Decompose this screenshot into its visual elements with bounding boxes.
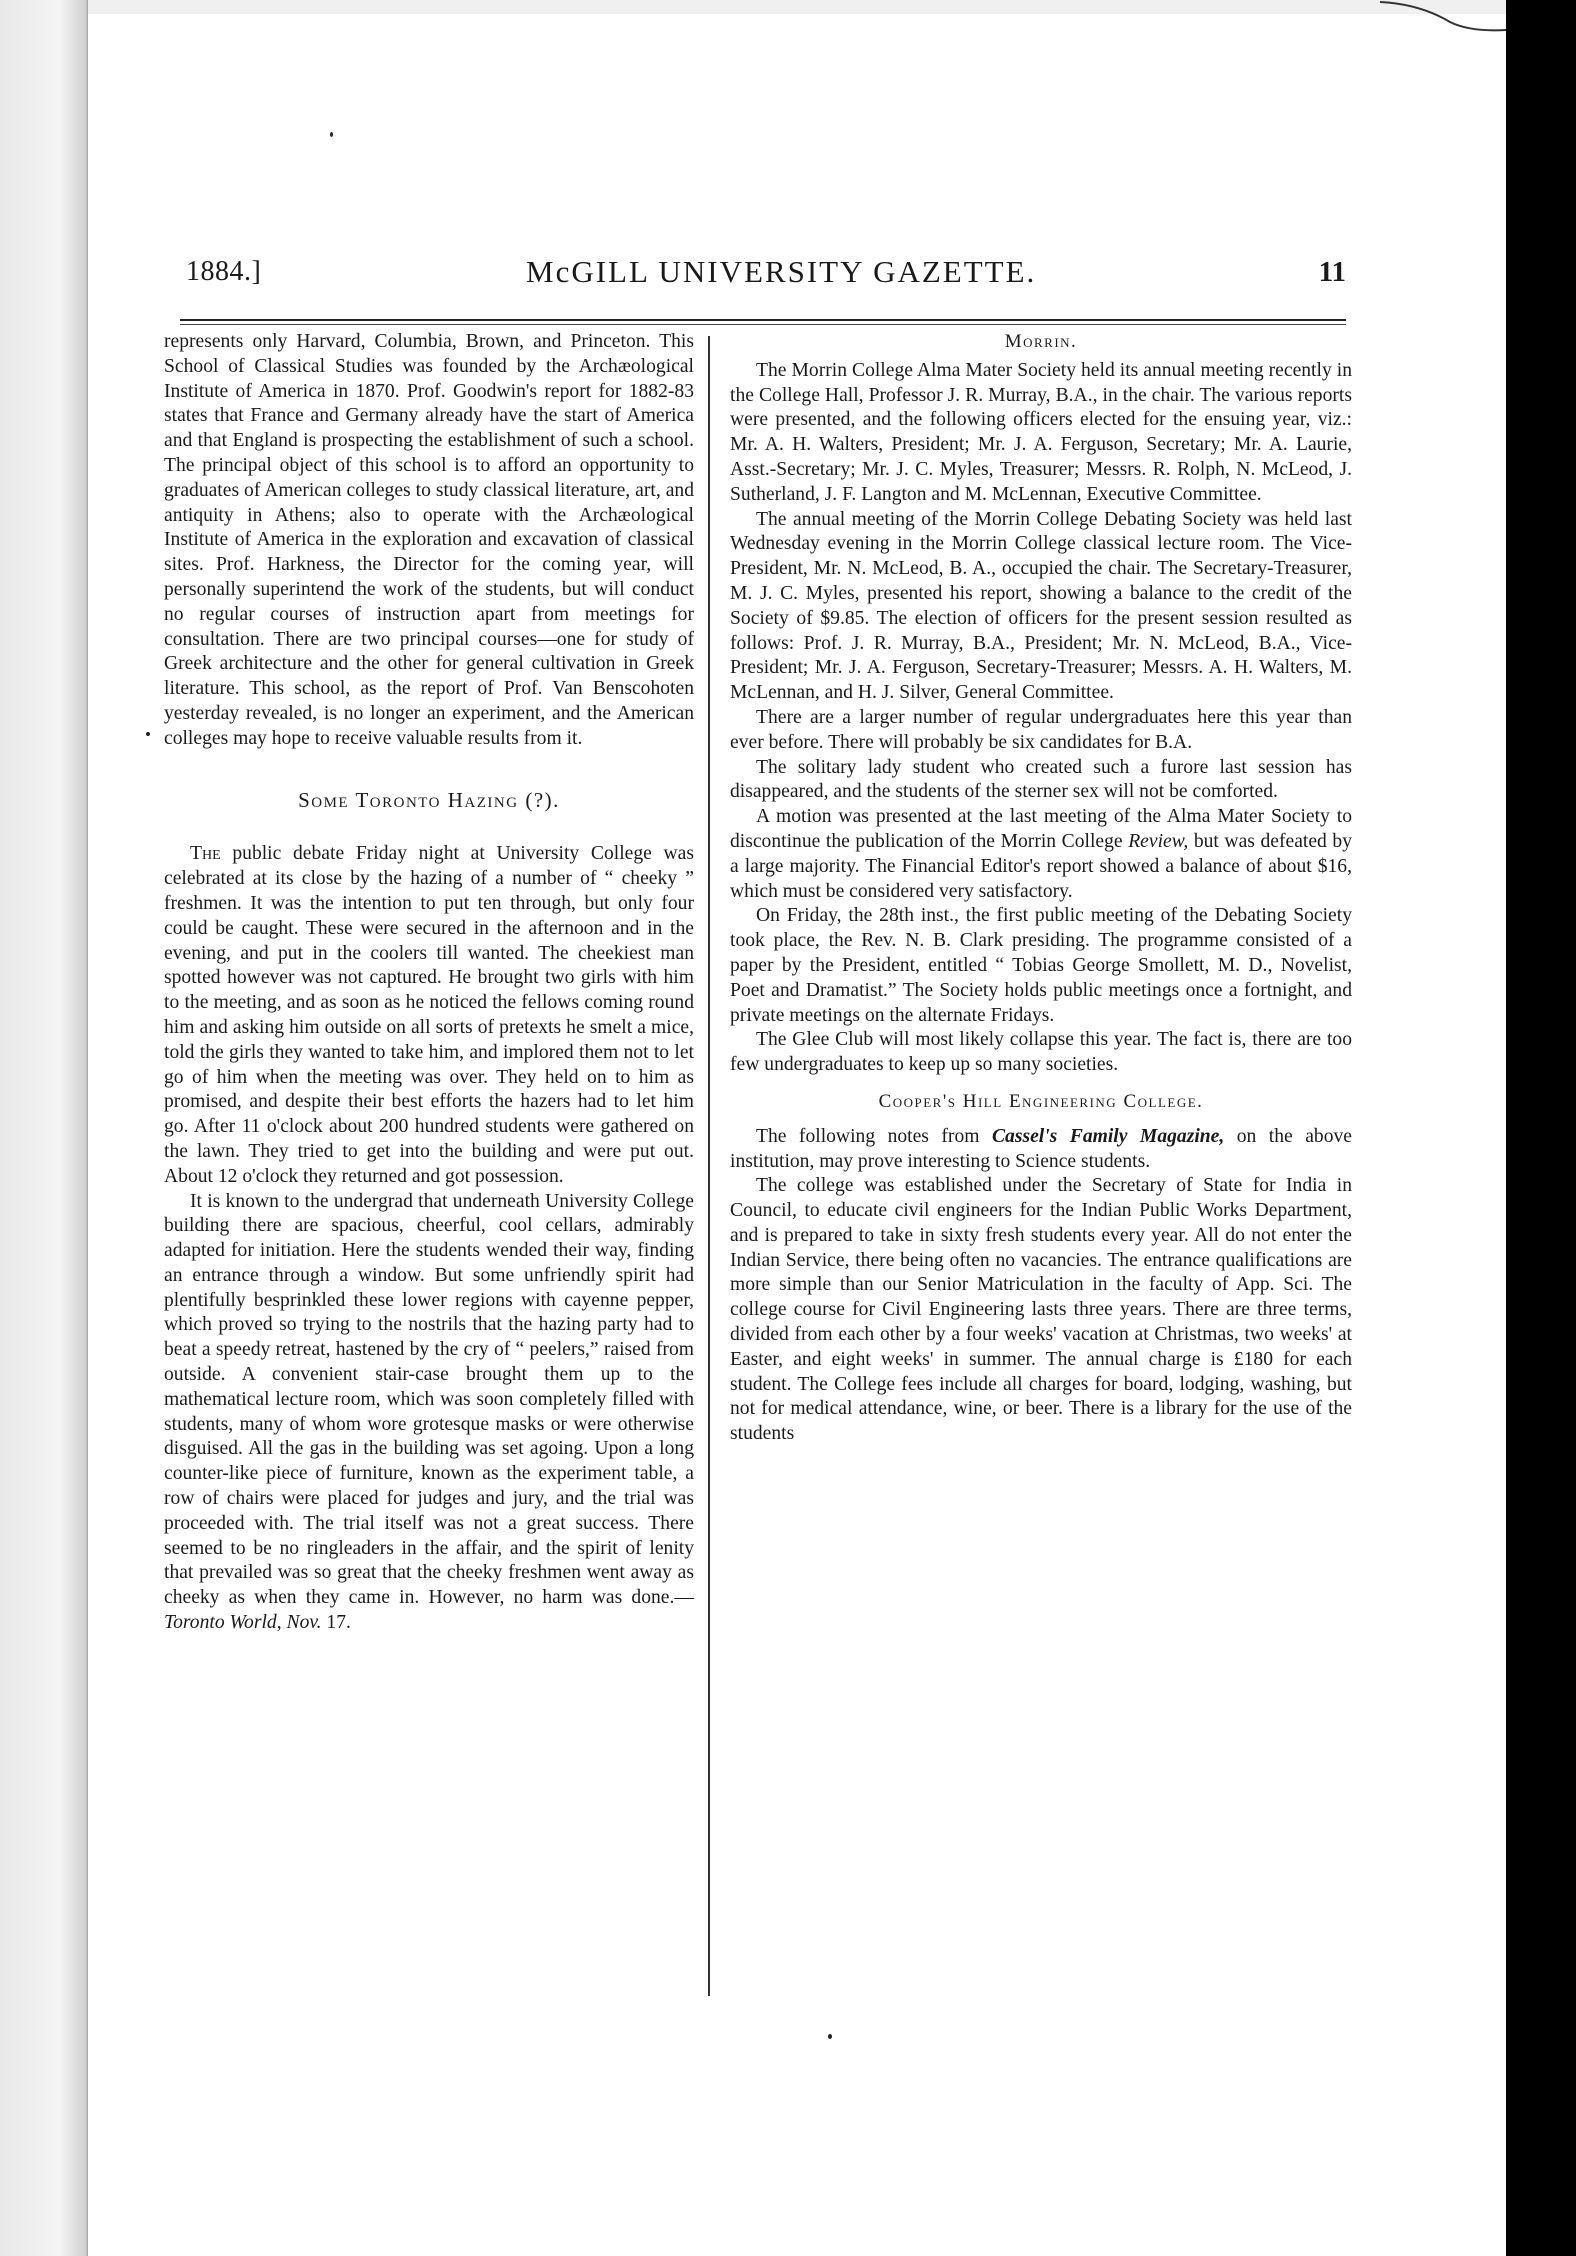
classical-school-paragraph: represents only Harvard, Columbia, Brown, and Princeton. This School of Classical Studies was founded by the Archæological Institute of America in 1870. Prof. Goodwin's report for 1882-83 states that France and Germany already have the start of America and that England is prospecting the establishment of such a school. The principal object of this school is to afford an opportunity to graduates of American colleges to study classical literature, art, and antiquity in Athens; also to operate with the Archæological Institute of America in the exploration and excavation of classical sites. Prof. Harkness, the Director for the coming year, will personally superintend the work of the students, but will conduct no regular courses of instruction apart from meetings for consultation. There are two principal courses—one for study of Greek architecture and the other for general cultivation in Greek literature. This school, as the report of Prof. Van Benscohoten yesterday revealed, is no longer an experiment, and the American colleges may hope to receive valuable results from it. [164, 331, 694, 749]
morrin-paragraph-5-text-a: A motion was presented at the last meeting of the Alma Mater Society to discontinue the publication of the Morrin College [730, 806, 1352, 852]
hazing-paragraph-2 [164, 1190, 694, 1636]
scan-page-edge [0, 0, 88, 2256]
header-year: 1884.] [186, 256, 262, 287]
morrin-paragraph-3: There are a larger number of regular undergraduates here this year than ever before. There will probably be six candidates for B.A. [730, 706, 1352, 753]
scan-speck [828, 2034, 832, 2039]
page-number: 11 [1318, 256, 1346, 288]
scan-dark-border [1506, 0, 1576, 2256]
scan-speck [330, 132, 333, 137]
review-title: Review, [1128, 830, 1189, 852]
morrin-paragraph-5 [730, 805, 1352, 904]
coopers-paragraph-2: The college was established under the Secretary of State for India in Council, to educate civil engineers for the Indian Public Works Department, and is prepared to take in sixty fresh students every year. All do not enter the Indian Service, there being often no vacancies. The entrance qualifications are more simple than our Senior Matriculation in the faculty of App. Sci. The college course for Civil Engineering lasts three years. There are three terms, divided from each other by a four weeks' vacation at Christmas, two weeks' at Easter, and eight weeks' in summer. The annual charge is £180 for each student. The College fees include all charges for board, lodging, washing, but not for medical attendance, wine, or beer. There is a library for the use of the students [730, 1175, 1352, 1445]
hazing-paragraph-1 [164, 842, 694, 1189]
scan-speck [146, 732, 150, 736]
scan-top-margin [88, 0, 1506, 14]
morrin-paragraph-7: The Glee Club will most likely collapse this year. The fact is, there are too few undergraduates to keep up so many societies. [730, 1029, 1352, 1076]
heading-toronto-hazing: Some Toronto Hazing (?). [298, 787, 560, 812]
hazing-source-day: 17. [326, 1612, 351, 1634]
morrin-paragraph-1: The Morrin College Alma Mater Society held its annual meeting recently in the College Hall, Professor J. R. Murray, B.A., in the chair. The various reports were presented, and the following officers elected for the ensuing year, viz.: Mr. A. H. Walters, President; Mr. J. A. Ferguson, Secretary; Mr. A. Laurie, Asst.-Secretary; Mr. J. C. Myles, Treasurer; Messrs. R. Rolph, N. McLeod, J. Sutherland, J. F. Langton and M. McLennan, Executive Committee. [730, 359, 1352, 505]
column-divider [708, 336, 710, 1996]
header-rule [180, 319, 1346, 325]
coopers-paragraph-1 [730, 1125, 1352, 1175]
coopers-paragraph-1-text-a: The following notes from [756, 1125, 980, 1147]
morrin-paragraph-5-text-b: but was defeated by a large majority. The Financial Editor's report showed a balance of about $16, which must be considered very satisfactory. [730, 830, 1353, 902]
heading-morrin: Morrin. [1004, 331, 1078, 352]
heading-coopers-hill: Cooper's Hill Engineering College. [878, 1090, 1204, 1112]
morrin-paragraph-6: On Friday, the 28th inst., the first public meeting of the Debating Society took place, the Rev. N. B. Clark presiding. The programme consisted of a paper by the President, entitled “ Tobias George Smollett, M. D., Novelist, Poet and Dramatist.” The Society holds public meetings once a fortnight, and private meetings on the alternate Fridays. [730, 905, 1352, 1026]
cassels-magazine-title: Cassel's Family Magazine, [991, 1125, 1225, 1147]
left-column [164, 330, 694, 1636]
hazing-source-credit: Toronto World, Nov. [164, 1612, 322, 1634]
hazing-paragraph-2-text: It is known to the undergrad that underneath University College building there are spacious, cheerful, cool cellars, admirably adapted for initiation. Here the students wended their way, finding an entrance through a window. But some unfriendly spirit had plentifully besprinkled these lower regions with cayenne pepper, which proved so trying to the nostrils that the hazing party had to beat a speedy retreat, hastened by the cry of “ peelers,” raised from outside. A convenient stair-case brought them up to the mathematical lecture room, which was soon completely filled with students, many of whom wore grotesque masks or were otherwise disguised. All the gas in the building was set agoing. Upon a long counter-like piece of furniture, known as the experiment table, a row of chairs were placed for judges and jury, and the trial was proceeded with. The trial itself was not a great success. There seemed to be no ringleaders in the affair, and the spirit of lenity that prevailed was so great that the cheeky freshmen went away as cheeky as when they came in. However, no harm was done.— [164, 1190, 694, 1609]
right-column [730, 330, 1352, 1447]
gazette-page [88, 14, 1506, 2256]
hazing-lead-word: The [190, 843, 221, 865]
header-title: McGILL UNIVERSITY GAZETTE. [526, 254, 1037, 289]
morrin-paragraph-2: The annual meeting of the Morrin College Debating Society was held last Wednesday evening in the Morrin College classical lecture room. The Vice-President, Mr. N. McLeod, B. A., occupied the chair. The Secretary-Treasurer, M. J. C. Myles, presented his report, showing a balance to the credit of the Society of $9.85. The election of officers for the present session resulted as follows: Prof. J. R. Murray, B.A., President; Mr. N. McLeod, B.A., Vice-President; Mr. J. A. Ferguson, Secretary-Treasurer; Messrs. A. H. Walters, M. McLennan, and H. J. Silver, General Committee. [730, 508, 1352, 704]
coopers-paragraph-1-text-b: on the above institution, may prove interesting to Science students. [730, 1125, 1352, 1172]
morrin-paragraph-4: The solitary lady student who created such a furore last session has disappeared, and the students of the sterner sex will not be comforted. [730, 756, 1352, 803]
running-head [186, 242, 1346, 298]
hazing-paragraph-1-text: public debate Friday night at University College was celebrated at its close by the hazing of a number of “ cheeky ” freshmen. It was the intention to put ten through, but only four could be caught. These were secured in the afternoon and in the evening, and put in the coolers till wanted. The cheekiest man spotted however was not captured. He brought two girls with him to the meeting, and as soon as he noticed the fellows coming round him and asking him outside on all sorts of pretexts he smelt a mice, told the girls they wanted to take him, and implored them not to let go of him when the meeting was over. They held on to him as promised, and despite their best efforts the hazers had to let him go. After 11 o'clock about 200 hundred students were gathered on the lawn. They tried to get into the building and were put out. About 12 o'clock they returned and got possession. [164, 843, 694, 1187]
